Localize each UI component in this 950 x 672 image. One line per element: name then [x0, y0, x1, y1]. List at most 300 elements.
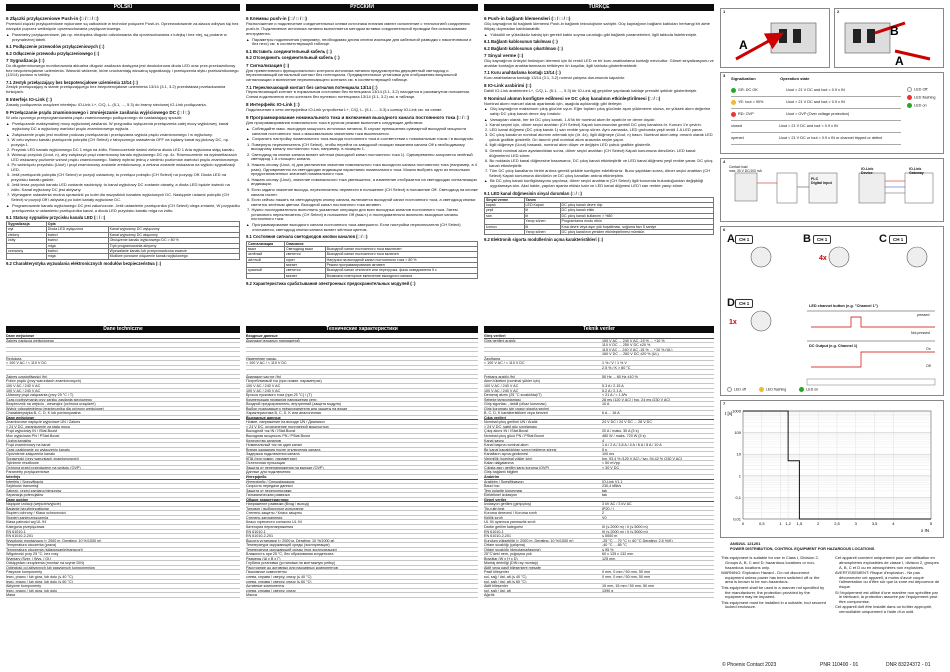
tech-value: 28 ms (120 V AC) / typ. 24 ms (230 V AC): [602, 397, 671, 402]
ul-en-2: WARNING: Explosion Hazard - Do not disconnect equipment unless power has been switched off or the area is known to be non-hazardous.: [721, 569, 820, 585]
table-cell: красный: [247, 268, 285, 273]
tech-label: Остаточная пульсация: [246, 461, 285, 466]
pl-n1: ▲ Przełączanie maksymalnej mocy wyjściowej zasilania. W przypadku wyłączenia przełączenia całej mocy wyjściowej, kanał wyjściowy DC a wyjściowy wartości prądu znamionowego wyjścia.: [6, 122, 240, 132]
ru-s6_n: ▲ Параметры подключения (например, необходимая длина снятия изоляции для кабельной разводки с наконечником и без него) см. в соответствующей таблице.: [246, 38, 478, 48]
table-cell: мигает: [284, 273, 325, 278]
pl-s8: 8 Interfejs IO-Link (□): [6, 97, 52, 103]
tech-label: Giriş verileri: [484, 334, 506, 338]
tech-label: Darbe gerilim kategorisi: [484, 524, 523, 529]
sig-title-b: Operation state: [780, 76, 810, 81]
header-turkce: TÜRKÇE: [484, 4, 714, 11]
tech-label: Kurulum yüksekliği (> 2000 m, Derating: 10 %/1000 m): [484, 538, 574, 543]
tech-label: EN 61010-1: [6, 529, 26, 534]
tech-value: 10 A: [602, 402, 610, 407]
table-cell: LED Kapalı: [524, 203, 560, 208]
tr-l4: 4. İlgili düğmeye (Uout) basarak, nominal akım düşer ve değişim LED çubuk grafikte gösterilir.: [485, 142, 651, 148]
iolink-gateway-label: IO-Link Gateway: [909, 167, 924, 176]
led-legend: [907, 87, 936, 108]
tech-label: Номинальный ток на один канал: [246, 443, 302, 448]
tech-value: III (≤ 2000 m) / II (≤ 5000 m): [602, 529, 648, 534]
on-label: On: [926, 347, 931, 351]
table-cell: Możliwe ponowne włączenie kanału wyjściowego: [108, 254, 239, 259]
table-row: [485, 229, 714, 234]
table-cell: светится: [284, 268, 325, 273]
ul-fr-2: AVERTISSEMENT: Risque d'explosion - Ne pas déconnecter cet appareil, à moins d'avoir coupé l'alimentation ou d'être sûr que la zone est dépourvue de risque.: [835, 569, 940, 590]
tech-label: Время ожидания после отключения канала: [246, 447, 321, 452]
tech-label: Компенсация провалов напряжения сети: [246, 397, 317, 402]
tech-label: Charakterystyka B, C, D, K lub porównywalna: [6, 411, 81, 416]
x-tick-label: 3,5: [871, 521, 878, 526]
pressed-label: pressed: [917, 313, 930, 317]
table-cell: czerwony: [7, 248, 47, 253]
times1-label: 1x: [729, 319, 737, 326]
tech-label: Stopień ochrony / Klasa ochronności: [6, 511, 66, 516]
sig-state: YE: Iout > 90%: [738, 100, 764, 105]
tech-label: Бросок пускового тока (при 25 °C) / (T): [246, 393, 312, 398]
tech-label: Badanie typu/jednostkowe: [6, 506, 50, 511]
tech-value: 50 Hz ... 60 Hz ±10 %: [602, 374, 638, 379]
tech-label: Dane ogólne: [6, 497, 29, 502]
pl-s71: 7.1 Zestyk przełączający bez bezpotencjałowe uziemienia 13/14 (□): [6, 79, 138, 85]
table-cell: świeci: [46, 238, 108, 243]
tech-label: слева, справа / сверху, снизу (≤ 60 °C): [246, 579, 312, 584]
tech-label: Zabezp. przed zamianą biegunów: [6, 488, 62, 493]
table-cell: żółty: [7, 238, 47, 243]
tech-value: 20 A / maks. 30 A (5 s): [602, 429, 639, 434]
tech-header-ru: Технические характеристики: [246, 326, 478, 333]
tr-s9: 9 Nominal akımın konfigüre edilmesi ve DC çıkış kanalının etkinleştirilmesi (□ / □): [484, 95, 661, 101]
tech-label: Изменение харак-: [246, 356, 277, 361]
tr-s92: 9.2 Elektronik sigorta modüllerinin açma karakteristikleri (□): [484, 236, 604, 242]
tech-label: Masa: [6, 593, 16, 598]
sig-state: GR: DC OK: [738, 88, 758, 93]
pl-s6_n: ▲ Parametry przyłączeniowe, jak np. niezbędna długość odizolowania dla oprzewodowania z tulejką i bez niej, są podane w przynależnej tabeli.: [6, 33, 240, 43]
pl-l7: 7. Wymagane ustawienia można sprawdzić po kolei dla wszystkich kanałów wyjściowych DC. Następnie ustawić pokrętło (CH Select) w pozycji Off i aktywizuj po kolei kanały wyjściowe DC.: [7, 192, 230, 202]
tech-label: Odległość od aktywnych lub pasywnych komponentów: [6, 565, 95, 570]
tech-label: Wymiary (Szer. / Wys. / Gł.): [6, 556, 52, 561]
ru-l5: 5. Если задано значение выхода, переключатель перевести в положение (CH Select) в положение Off. Светодиод на кнопке канала гаснет.: [247, 186, 478, 197]
tech-value: 115 V AC ... 240 V AC -15 % ... +10 % (UL): [602, 347, 673, 352]
tech-label: Kanalların açma gecikmesi: [484, 452, 529, 457]
table-cell: [7, 254, 47, 259]
tech-value: 60 x 135 x 132 mm: [602, 552, 634, 557]
tech-label: B, C, D, K karakteristikleri veya benzeri: [484, 411, 548, 416]
led-icon: [731, 100, 736, 105]
polski-column: [6, 14, 240, 324]
table-header-cell: Описание: [284, 241, 477, 246]
ul-en-4: This equipment must be installed in a suitable, tool secured locked enclosure.: [721, 599, 826, 610]
table-cell: Возможно повторное включение выходного канала: [325, 273, 477, 278]
tech-value: 4: [602, 438, 605, 443]
contact-load-label: Contact load max. 30 V DC/100 mA: [729, 165, 762, 174]
tech-value: III (≤ 2000 m) / II (≤ 5000 m): [602, 524, 648, 529]
tech-label: Dane wyjściowe: [6, 415, 35, 420]
tech-label: Çıkış verileri: [484, 415, 506, 420]
tech-label: Пассивные компоненты: [246, 570, 287, 575]
pl-l2: 2. Przycisk LED kanału wyjściowego DC 1 miga na żółto. Równocześnie świeci zielona dioda LED 1 Aria wyjściowa stają kanału.: [7, 146, 235, 152]
ru-s7_p: Для превентивного функционального контроля источника питания предусмотрены двухцветный светодиод и переключающий сигнальный контакт без потенциала. Предварительные установки для отображения визуальной сигнализации и включение переключающего контакта см. в соответствующей таблице.: [246, 67, 457, 83]
table-cell: Programlama modu etkin: [560, 219, 713, 224]
tech-label: Czas podtrzymania przy zaniku zasilania sieciowego: [6, 397, 92, 402]
table-cell: yeşil: [485, 208, 525, 213]
figure-2-drawing: [835, 9, 944, 68]
ru-s7: 7 Сигнализация (□): [246, 62, 290, 68]
ch1-badge-b: CH 1: [813, 235, 831, 244]
tech-label: Moc wyjściowa PN / PStat.Boost: [6, 434, 60, 439]
tech-label: 100 V AC / 240 V AC: [484, 384, 519, 389]
y-axis-label: t [s]: [725, 411, 733, 416]
pl-s91: 9.1 Statusy sygnałów przycisku kanału LED (□ / □): [6, 214, 106, 220]
tech-label: Montaj derinliği (DIN ray montajı): [484, 561, 538, 566]
tech-label: > 24 V DC, sabit güç sınırlaması: [484, 424, 537, 429]
pl-s8_p: Zasady podłączenia urządzeń interfejsu IO-Link L+, C/Q, L- (5.1, ..., 5.3) do bramy sieciowej IO-Link podłączania.: [6, 102, 207, 108]
pl-s62: 6.2 Odłączenie przewodu przyłączeniowego (□): [6, 50, 100, 56]
x-tick-label: 1,5: [796, 521, 803, 526]
tech-label: EN 61010-2-201: [246, 534, 274, 539]
tech-header-pl: Dane techniczne: [6, 326, 240, 333]
tr-l1: 1. Kanal seçimi için, döner seçici anahtarı (CH Select) Kapalı konumundan gerekli DC çıkış kanalına ör. Konum 1'e çevirin.: [485, 122, 702, 128]
tech-label: Ters polarite korunması: [484, 488, 523, 493]
tech-label: Bezpiecznik na wejściu , wewnątrz (ochrona urządzeń): [6, 402, 96, 407]
table-cell: miga: [46, 243, 108, 248]
ru-s6_p: Расположение и подключение соединительных клемм источника питания имеют исполнение с технологией соединения push-in. Подключение источника питания выполняется методом вставки соединительной проводки без использования инструмента.: [246, 21, 470, 36]
sig-desc: Uout > 21 V DC and Iout > 0.9 x IN: [786, 100, 845, 105]
tech-label: Klasa palności wg UL 94: [6, 520, 47, 525]
tech-value: 2: [602, 511, 605, 516]
ru-s8: 8 Интерфейс IO-Link (□): [246, 102, 300, 108]
figure-7-number: 7: [723, 401, 726, 406]
tech-label: Giriş koruması için uygun sigorta seçimi: [484, 406, 549, 411]
table-header-cell: Sinyal verme: [485, 197, 525, 202]
tech-value: 160 V DC ... 260 V DC ±20 % (UL): [602, 352, 659, 357]
tech-label: Nominal çıkış gücü PN / PStat.Boost: [484, 434, 544, 439]
x-axis-label: x IN: [921, 528, 930, 533]
sig-row: [731, 133, 901, 145]
ul-french: [834, 556, 942, 616]
tech-label: Arabirim: [484, 474, 500, 479]
ru-l4: 4. Нажать кнопку (Uout), значение номинального тока уменьшится, а изменение отобразится на светодиодах сигнализации индикации.: [247, 176, 477, 187]
sig-state: RD: OVP: [738, 112, 754, 117]
tr-l5: 5. Gerekli nominal akım ayarlandıktan sonra, döner seçici anahtarı (CH Select) Kapalı konumuna döndürün. LED kanal düğmelerini LED söner.: [485, 147, 696, 158]
table-cell: zielony: [7, 232, 47, 237]
table-cell: [485, 229, 525, 234]
tech-label: Данные для подключения: [246, 470, 291, 475]
tech-label: слева, справа / сверху, снизу (≤ 40 °C): [246, 574, 312, 579]
sig-header: [731, 77, 901, 82]
tech-value: < 30 V DC: [602, 465, 620, 470]
tech-label: Температура окружающей среды (эксплуатация): [246, 543, 330, 548]
tech-label: Pobór prądu (przy warunkach znamionowych): [6, 379, 82, 384]
tech-label: Prąd wyjściowy IN / IStat.Boost: [6, 429, 58, 434]
table-header-cell: Tanım: [524, 197, 713, 202]
table-cell: DC çıkış kanalı kullanımı > %80: [560, 213, 713, 218]
tr-n1: ▲ Güç kaynağının maksimum çıkış gücüne uyun. Eğer toplam çıkış gücünde aşım yükleneme olursa, en yüksek akım değerine sahip DC çıkış kanalı devre dışı bırakılır.: [484, 107, 714, 117]
tech-label: Kalan dalgalanma: [484, 461, 514, 466]
ru-l1: 1. Повернуть переключатель (CH Select), чтобы перейти из заводской позиции нажатием канала Off к необходимому выходному каналу постоянного тока, например, в позицию 1.: [247, 141, 465, 152]
tech-label: Задержка подключения канала: [246, 452, 300, 457]
table-cell: Dioda LED wyłączona: [46, 227, 108, 232]
tech-label: Степень защиты / Класс защиты: [246, 511, 302, 516]
table-header-cell: Opis: [46, 222, 239, 227]
table-cell: Kanał wyjściowy DC włączony: [108, 232, 239, 237]
tech-value: 24 V DC / 24 V DC ... 28 V DC: [602, 420, 653, 425]
figure-4-number: 4: [723, 159, 726, 164]
tech-label: 100 V AC / 240 V AC: [6, 384, 41, 389]
tech-label: < 100 V AC / < 110 V DC: [246, 361, 287, 366]
tech-label: Opóźnienie załączenia kanału: [6, 452, 55, 457]
tech-label: Napięcie izolacji (wejście/wyjście): [6, 502, 61, 507]
tr-s8: 8 IO-Link arabirimi (□): [484, 82, 532, 88]
fig6-legend-flash: LED flashing: [765, 387, 787, 392]
tr-s6_p: Güç kaynağının iki bağlantı klemensi Push-in bağlantı teknolojisine sahiptir. Güç kaynağının bağlantı kabloları herhangi bir alete ihtiyaç duymadan kablolanabilir.: [484, 21, 710, 31]
tech-label: Wysokość montażowa (> 2000 m, Derating: 10 %/1000 m): [6, 538, 102, 543]
tech-value: 5.3 A / 2.15 A: [602, 384, 624, 389]
table-cell: [247, 273, 285, 278]
tech-value: 3 kV AC / 3 kV AC: [602, 502, 632, 507]
tech-label: Wybór odpowiedniego bezpiecznika dla ochrony wejściowej: [6, 406, 104, 411]
tech-value: 5 s: [602, 447, 607, 452]
ch1-badge-c: CH 1: [889, 235, 907, 244]
tech-label: lewo, prawo / lub góra, lub dołu: [6, 588, 58, 593]
figure-3-number: 3: [723, 73, 726, 78]
table-cell: Выходной канал отключен или перегрузка, фаза осведомлена 5 с: [325, 268, 477, 273]
tech-label: Nominal çıkış gerilimi UN / Aralık: [484, 420, 538, 425]
tech-label: Separacja potencjałów: [6, 493, 44, 498]
tech-label: Влажность при 25 °C, без образования конденсата: [246, 552, 334, 557]
tech-label: sol, sağ / üst, alt (≤ 60 °C): [484, 579, 527, 584]
pl-n2: ▲ Zwiększenie prądu jest możliwe podczas przełączania i przełączania wyjścia prądu znamionowego I w wyjściowy.: [6, 133, 240, 138]
table-cell: светится: [284, 252, 325, 257]
tech-label: Общие характеристики: [246, 497, 289, 502]
tech-row: [6, 593, 240, 598]
table-cell: DC çıkış kanalı etkin: [560, 208, 713, 213]
russian-column: [246, 14, 478, 324]
x-tick-label: 2: [817, 521, 820, 526]
ru-s61: 6.1 Вставить соединительный кабель (□): [246, 48, 332, 54]
tr-s7: 7 Sinyal verme (□): [484, 52, 524, 58]
tech-value: 230,4 kBit/s: [602, 484, 622, 489]
footer-pnr: PNR 110400 - 01: [820, 662, 859, 668]
x-tick-label: 0: [741, 521, 745, 526]
tech-label: Расстояние до активных или пассивных компонентов: [246, 565, 338, 570]
tech-value: 1 A / 2 A / 3,8 A / 4 A / 6 A / 8 A / 10 A: [602, 443, 662, 448]
tech-label: 100 V AC / 240 V AC: [484, 388, 519, 393]
tech-label: 100 V AC / 240 V AC: [6, 388, 41, 393]
tech-label: Степень загрязнения: [246, 515, 283, 520]
figure-3-signalization: [720, 72, 944, 154]
pl-s6: 6 Złączki przyłączeniowe Push-in (□ / □ / □): [6, 16, 99, 21]
figure-4-wiring: [720, 158, 944, 222]
figure-1: [720, 8, 830, 68]
x-tick-label: 4: [892, 521, 895, 526]
tech-label: Интерфейс: [246, 474, 267, 479]
tech-label: Ağırlık: [484, 593, 495, 598]
tech-label: 100 V AC / 240 V AC: [246, 388, 281, 393]
fig6-legend-on: LED on: [806, 387, 819, 392]
tech-value: -40 °C ... 85 °C: [602, 543, 627, 548]
tech-label: Kanal sayısı: [484, 438, 505, 443]
tr-s61: 6.1 Bağlantı kablosunun takılması (□): [484, 39, 558, 45]
tech-label: lewo, prawo / lub góra, lub dołu (≤ 40 °C): [6, 574, 73, 579]
tech-label: Prąd znamionowy na kanał: [6, 443, 51, 448]
pl-l4: 4. Po wciśnięciu przycisku (Uout) i prąd znamionowy zostanie zredukowany, a zmiana zostanie wskazana na wyjściu sygnalizacji LED.: [7, 161, 236, 172]
pl-s7_p: Do długoterminowego monitorowania aktualna długość zasilacza dostępna jest dwukolorowa dioda LED oraz prze-przekaźnikowy bez bezpotencjałowe uziemienia. Warunki widzenie, które uruchamiają wizualną sygnalizację i przełączenia styku przekaźnikowego (13/14) podano w tablicy.: [6, 62, 239, 78]
tech-label: Масса: [246, 593, 257, 598]
tech-value: 1390 g: [602, 588, 614, 593]
tech-value: 100 ms: [602, 452, 615, 457]
tech-label: Ortam sıcaklığı (depolama/taşıma): [484, 547, 541, 552]
ru-s92: 9.2 Характеристика срабатывания электронных предохранительных модулей (□): [246, 280, 416, 286]
footer-dnr: DNR 83224372 - 01: [886, 662, 931, 668]
ru-s62: 6.2 Отсоединить соединительный кабель (□): [246, 55, 340, 61]
table-cell: lit: [524, 224, 560, 229]
tech-label: Znamionowe napięcie wyjściowe UN / Zakres: [6, 420, 81, 425]
table-cell: kapalı: [485, 203, 525, 208]
tech-value: IP20 / I: [602, 506, 614, 511]
ru-s8_p: Подключение к сети интерфейса IO-Link устройства L+, C/Q, L- (5.1, ..., 5.3) к шлюзу IO-Link см. на схеме.: [246, 107, 443, 113]
table-cell: Yanıp sönen: [524, 229, 560, 234]
tech-value: -25 °C ... 70 °C (> 60 °C Derating: 2,5 %/K): [602, 538, 673, 543]
table-cell: мигает: [284, 263, 325, 268]
x-tick-label: 0,5: [759, 521, 765, 526]
tech-label: EN 61010-1: [484, 529, 504, 534]
table-row: [247, 273, 478, 278]
tech-label: Скорость передачи данных: [246, 484, 293, 489]
tech-header-tr: Teknik veriler: [484, 326, 714, 333]
tech-label: lewo, prawo / lub góra, lub dołu (≤ 60 °C): [6, 579, 73, 584]
pl-l3: 3. Wcisnąć przycisk (Uout, n), aby zwiększyć prąd znamionowy kanału wyjściowego DC np. 4x. Równocześnie na wyświetlaczach LED wskazany poziomie wzrost prądu znamionowego. Należy wybrać jedną z siedmiu poziomów wartości prądu znamionowego.: [7, 151, 240, 162]
tech-label: Elektriksel izolasyon: [484, 493, 518, 498]
tech-label: Kirlilik sınıfı: [484, 515, 503, 520]
sig-state: opened: [731, 136, 744, 141]
ru-l3: 3. Нажать кнопку (Uout, n) для увеличения значения номинального тока выходного канала постоянного тока (например, в 4 раза). Одновременно на светодиодах индикации нарастания номинального тока. Можно выбрать одно из нескольких предустановленных значений номинального тока.: [247, 161, 477, 177]
pl-s9_p: W celu ręcznego przeprogramowania prądu znamionowego podłączonego do nastawiający sposób:: [6, 115, 183, 121]
y-tick-label: 100: [734, 430, 741, 436]
tech-label: Aktywne komponenty: [6, 584, 42, 589]
table-cell: Режим программирования активен: [325, 263, 477, 268]
y-tick-label: 0,1: [735, 494, 741, 500]
tech-label: Размеры (Ш x В x Г): [246, 556, 281, 561]
tech-label: < 100 V AC / < 110 V DC: [6, 361, 47, 366]
tech-label: Tętnienie resztkowe: [6, 461, 39, 466]
table-cell: Wyzwalanie kanału lub przeprowadzona zwarcie: [108, 248, 239, 253]
tech-table-tr: [484, 334, 714, 660]
tech-value: V0: [602, 515, 607, 520]
pl-l6: 6. Jeśli teraz przycisk kanału LED zostanie naciśnięty, to kanał wyjściowy DC zostanie otwarty, a dioda LED będzie świecić na żółto. Kanał wyjściowy DC jest aktywny.: [7, 182, 230, 192]
table-cell: lit: [524, 213, 560, 218]
sig-row: [731, 121, 901, 133]
table-cell: зелёный: [247, 252, 285, 257]
tech-label: Genel veriler: [484, 497, 507, 502]
tech-label: Odstępstwo urządzenia (montaż na szynie DIN): [6, 561, 85, 566]
ru-l7: 7. Нужно последовательно выполнить указанные операции для всех выходных каналов постоянного тока. Затем установить переключатель (CH Select) в положение Off (выкл.) и последовательно включить выходные каналы постоянного тока.: [247, 206, 459, 222]
tr-s9_p: Nominal akımı manuel olarak ayarlamak için, aşağıda açıklandığı gibi ilerleyin:: [484, 100, 623, 106]
ul-en-3: This equipment shall be used in a manner not specified by the manufacturer, the protection provided by the equipment may be impaired.: [721, 584, 825, 600]
table-cell: горит: [284, 257, 325, 262]
turkce-column: [484, 14, 714, 324]
table-cell: выкл: [247, 246, 285, 251]
led-channel-button-label: LED channel button (e.g. "Channel 1"): [809, 304, 878, 308]
table-cell: wył.: [7, 227, 47, 232]
figure-2: [834, 8, 944, 68]
fig6-legend: [727, 387, 818, 392]
tech-label: Высота установки (> 2000 м, Derating: 10 %/1000 м): [246, 538, 335, 543]
legend-led-off: LED Off: [914, 87, 928, 92]
pl-s92: 9.2 Charakterystyka wyzwalania elektronicznych modułów bezpieczeństwa (□): [6, 261, 162, 267]
table-cell: жёлтый: [247, 257, 285, 262]
y-tick-label: 0,01: [733, 516, 741, 522]
tech-label: Категория перенапряжения: [246, 524, 294, 529]
tech-label: Boyutlar (W x H x D): [484, 556, 518, 561]
x-tick-label: 5: [929, 521, 933, 526]
tech-label: Входные данные: [246, 334, 278, 338]
tech-value: ≤ 95 %: [602, 547, 614, 552]
tr-s7_p: Güç kaynağının önleyici fonksiyon izlemesi için iki renkli LED ve bir kuru anahtarlama kontağı mevcuttur. Görsel sinyalizasyonu ve anahtar kontağın anahtarlanmasını tetikleyen ön koşullar, ilgili tabloda gösterilmektedir.: [484, 57, 714, 68]
ul-en-1: This equipment is suitable for use in Class I, Division 2, Groups A, B, C and D; hazardous locations or non-hazardous locations only.: [721, 554, 819, 570]
sig-desc: Uout > 21 V DC and Iout < 0.9 x IN: [779, 124, 838, 129]
tech-label: Номин. напряжение на выходе UN / Диапазон: [246, 420, 325, 425]
tech-value: < 21 A / < 1 A²s: [602, 393, 628, 398]
fig6-legend-off: LED off: [734, 387, 746, 392]
legend-led-flashing: LED flashing: [914, 95, 936, 100]
table-cell: Kısa devre veya aşırı yük boşaltması, soğuma fazı 5 saniye: [560, 224, 713, 229]
tech-label: Sprawność (przy warunkach znamionowych): [6, 456, 79, 461]
ul-english: [720, 556, 828, 616]
tech-value: 2.5 % / K > 60 °C: [602, 365, 631, 370]
table-header-cell: Сигнализация: [247, 241, 285, 246]
ru-s9_p: Для программирования номинального тока в ручном режиме выполнить следующие действия:: [246, 120, 423, 126]
tech-label: > 24 V DC, ograniczenie za stałą mocą: [6, 424, 70, 429]
tech-label: Защита от переполюсовки: [246, 488, 292, 493]
ru-n1: ▲ Соблюдайте макс. выходную мощность источника питания. В случае превышения суммарной выходной мощности каналов постоянного тока с максимальным значением тока выключается.: [246, 127, 478, 137]
table-cell: świeci: [46, 232, 108, 237]
tech-label: Pasywne komponenty: [6, 570, 43, 575]
tech-label: Tip-rutin test: [484, 506, 505, 511]
ul-fr-3: Si l'équipement est utilisé d'une manière non spécifiée par le fabricant, la protection assurée par l'équipement peut être compromise.: [835, 589, 938, 605]
figure-1-number: 1: [723, 9, 726, 14]
tech-label: Выходная мощность PN / PStat.Boost: [246, 434, 310, 439]
table-cell: Выходной канал постоянного тока выключен: [325, 246, 477, 251]
tech-label: 25°C'deki nem, yoğuşma yok: [484, 552, 532, 557]
tech-label: Aktif veya pasif bileşenlere mesafe: [484, 565, 541, 570]
y-tick-label: 10: [736, 451, 741, 457]
tr-s6: 6 Push-in bağlantı klemensleri (□ / □ / □): [484, 16, 571, 21]
tech-label: Kanal başına nominal akım: [484, 443, 529, 448]
ch1-badge-d: CH 1: [735, 299, 753, 308]
footer-copyright: © Phoenix Contact 2023: [722, 662, 777, 668]
tech-value: tak: [602, 488, 607, 493]
table-cell: kırmızı: [485, 224, 525, 229]
tech-label: Глубина установки (установка на монтажную рейку): [246, 561, 336, 566]
tech-label: Interfejs / Specyfikacja: [6, 479, 43, 484]
tech-label: > 24 V DC, ограничение постоянной мощностью: [246, 424, 329, 429]
tech-label: Baud hızı: [484, 484, 500, 489]
ru-s9: 9 Программирование номинального тока и включения выходного канала постоянного тока (□ / □): [246, 115, 470, 121]
tech-label: Giriş bağlantı bilgileri: [484, 470, 519, 475]
ul-fr-1: Cet appareil convient uniquement pour une utilisation en atmosphères explosibles de classe I, division 2, groupes A, B, C et D ou en atmosphères non explosives.: [835, 554, 939, 570]
tech-label: Zayıflama: [484, 356, 501, 361]
x-tick-label: 3: [854, 521, 857, 526]
sig-desc: Uout > 21 V DC and Iout < 0.9 x IN: [786, 88, 845, 93]
tech-label: Dane wejściowe: [6, 334, 35, 338]
tech-label: Temperatura otoczenia (praca): [6, 543, 57, 548]
tech-label: Wilgotność przy 25 °C, bez rosy: [6, 552, 59, 557]
tech-label: Kategoria przepięciowa: [6, 524, 45, 529]
tech-label: Потребляемый ток (при номин. параметрах): [246, 379, 322, 384]
tech-value: IO-Link V1.1: [602, 479, 623, 484]
figure-2-number: 2: [837, 9, 840, 14]
header-russian: РУССКИЙ: [246, 4, 478, 11]
